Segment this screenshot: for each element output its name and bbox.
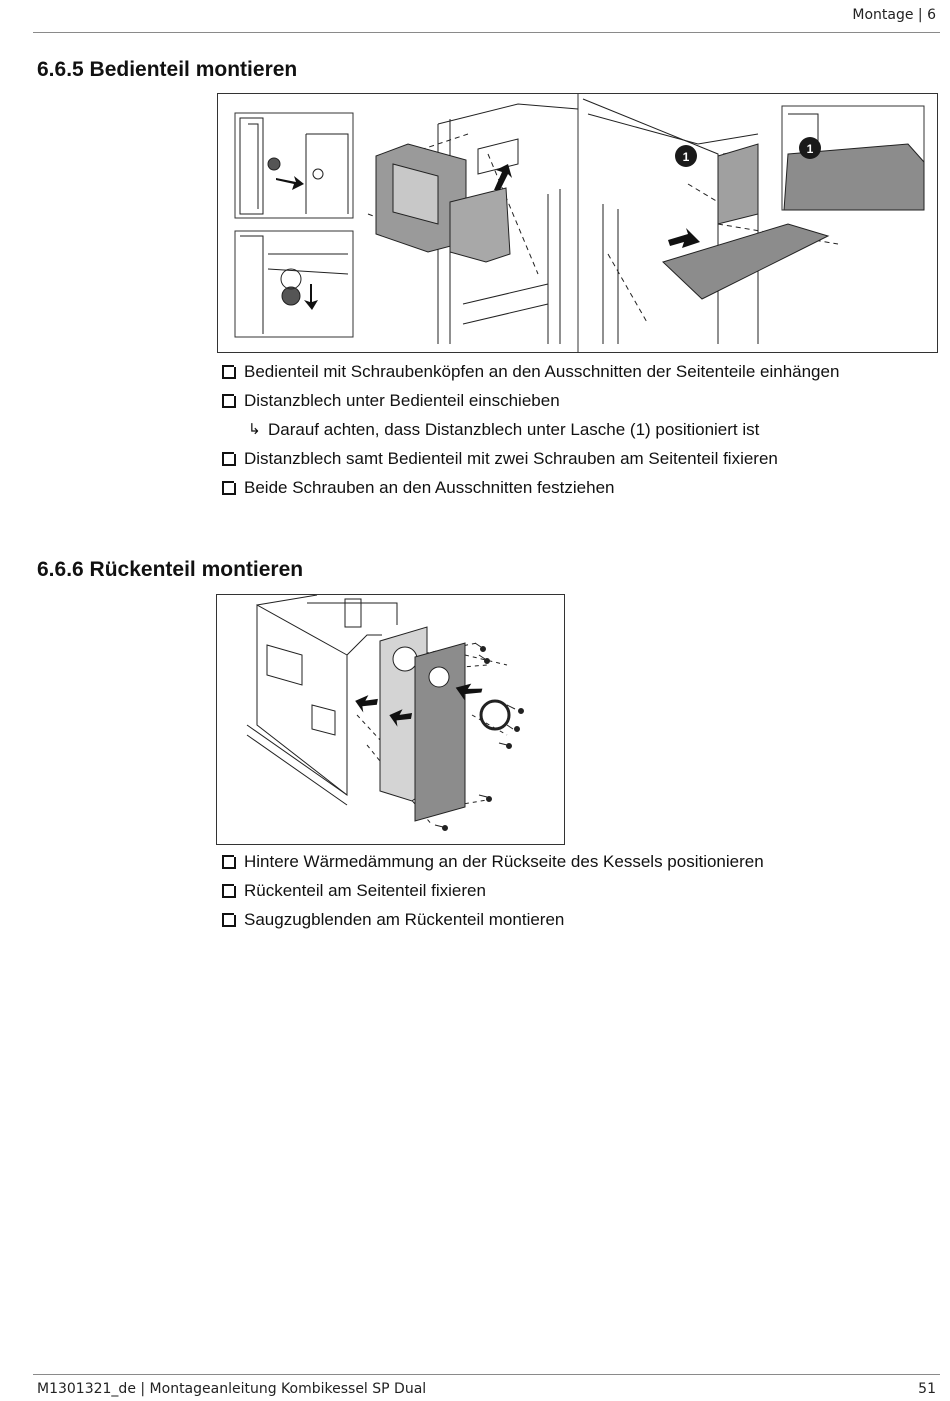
list-item <box>222 357 839 386</box>
header-chapter: Montage | 6 <box>852 7 936 23</box>
checkbox-icon <box>222 365 236 379</box>
step-text: Distanzblech samt Bedienteil mit zwei Schrauben am Seitenteil fixieren <box>244 449 778 468</box>
callout-1-label: 1 <box>682 150 690 164</box>
checkbox-icon <box>222 884 236 898</box>
step-text: Beide Schrauben an den Ausschnitten festziehen <box>244 478 615 497</box>
list-item <box>222 473 839 502</box>
checkbox-icon <box>222 394 236 408</box>
figure-rueckenteil-montieren <box>216 594 565 845</box>
list-item <box>222 847 764 876</box>
step-text: Bedienteil mit Schraubenköpfen an den Ausschnitten der Seitenteile einhängen <box>244 362 840 381</box>
result-item <box>222 415 839 444</box>
checkbox-icon <box>222 481 236 495</box>
list-item <box>222 905 764 934</box>
list-item <box>222 444 839 473</box>
footer-divider <box>33 1374 940 1375</box>
callout-1-inset-label: 1 <box>806 142 814 156</box>
result-text: Darauf achten, dass Distanzblech unter Lasche (1) positioniert ist <box>268 420 760 439</box>
header-divider <box>33 32 940 33</box>
checkbox-icon <box>222 452 236 466</box>
list-item <box>222 386 839 415</box>
step-text: Distanzblech unter Bedienteil einschieben <box>244 391 560 410</box>
steps-list-6-6-5 <box>222 357 839 502</box>
step-text: Hintere Wärmedämmung an der Rückseite des Kessels positionieren <box>244 852 764 871</box>
steps-list-6-6-6 <box>222 847 764 934</box>
footer-page-number: 51 <box>918 1381 936 1397</box>
section-title-6-6-5: 6.6.5 Bedienteil montieren <box>37 58 298 81</box>
checkbox-icon <box>222 855 236 869</box>
result-arrow-icon: ↳ <box>248 420 261 438</box>
section-title-6-6-6: 6.6.6 Rückenteil montieren <box>37 558 304 581</box>
list-item <box>222 876 764 905</box>
footer-document: M1301321_de | Montageanleitung Kombikessel SP Dual <box>37 1381 427 1397</box>
illustration-bedienteil <box>218 94 937 352</box>
checkbox-icon <box>222 913 236 927</box>
step-text: Saugzugblenden am Rückenteil montieren <box>244 910 565 929</box>
step-text: Rückenteil am Seitenteil fixieren <box>244 881 486 900</box>
figure-bedienteil-montieren <box>217 93 938 353</box>
illustration-rueckenteil <box>217 595 564 844</box>
